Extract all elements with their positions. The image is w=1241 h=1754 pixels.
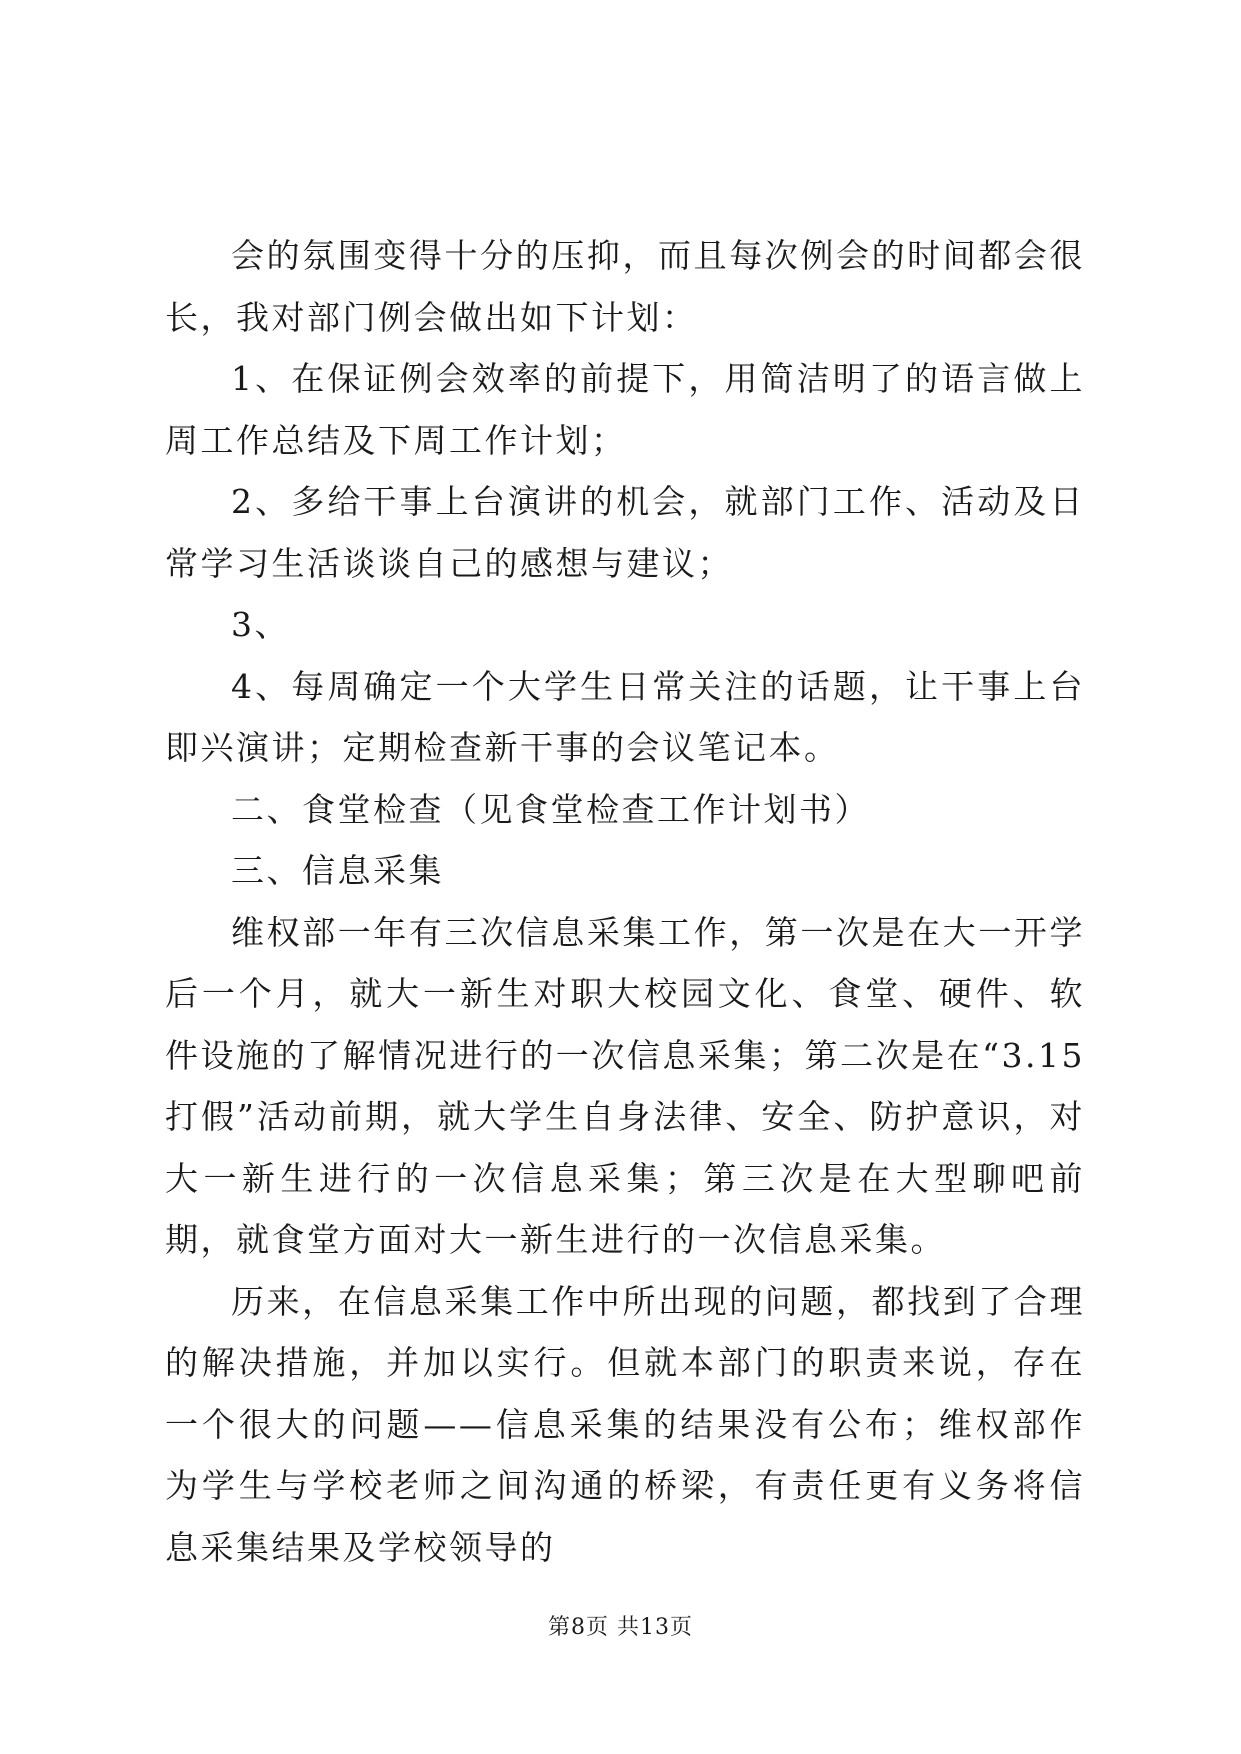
section-heading-info-collection: 三、信息采集 — [231, 851, 444, 890]
paragraph-problems: 历来，在信息采集工作中所出现的问题，都找到了合理的解决措施，并加以实行。但就本部门的职责来说，存在一个很大的问题——信息采集的结果没有公布；维权部作为学生与学校老师之间沟通的桥梁，有责任更有义务将信息采集结果及学校领导的 — [165, 1281, 1085, 1567]
section-heading-canteen: 二、食堂检查（见食堂检查工作计划书） — [231, 789, 870, 829]
paragraph-meeting-intro: 会的氛围变得十分的压抑，而且每次例会的时间都会很长，我对部门例会做出如下计划： — [165, 236, 1085, 337]
page-number-footer: 第8页 共13页 — [548, 1615, 693, 1640]
paragraph-item-2: 2、多给干事上台演讲的机会，就部门工作、活动及日常学习生活谈谈自己的感想与建议； — [165, 482, 1085, 583]
paragraph-info-collection: 维权部一年有三次信息采集工作，第一次是在大一开学后一个月，就大一新生对职大校园文化、食堂、硬件、软件设施的了解情况进行的一次信息采集；第二次是在“3.15打假”活动前期，就大学生自身法律、安全、防护意识，对大一新生进行的一次信息采集；第三次是在大型聊吧前期，就食堂方面对大一新生进行的一次信息采集。 — [165, 912, 1085, 1259]
document-body — [165, 225, 1085, 1578]
paragraph-item-3: 3、 — [231, 605, 290, 644]
paragraph-item-1: 1、在保证例会效率的前提下，用简洁明了的语言做上周工作总结及下周工作计划； — [165, 359, 1085, 460]
paragraph-item-4: 4、每周确定一个大学生日常关注的话题，让干事上台即兴演讲；定期检查新干事的会议笔记本。 — [165, 666, 1085, 767]
